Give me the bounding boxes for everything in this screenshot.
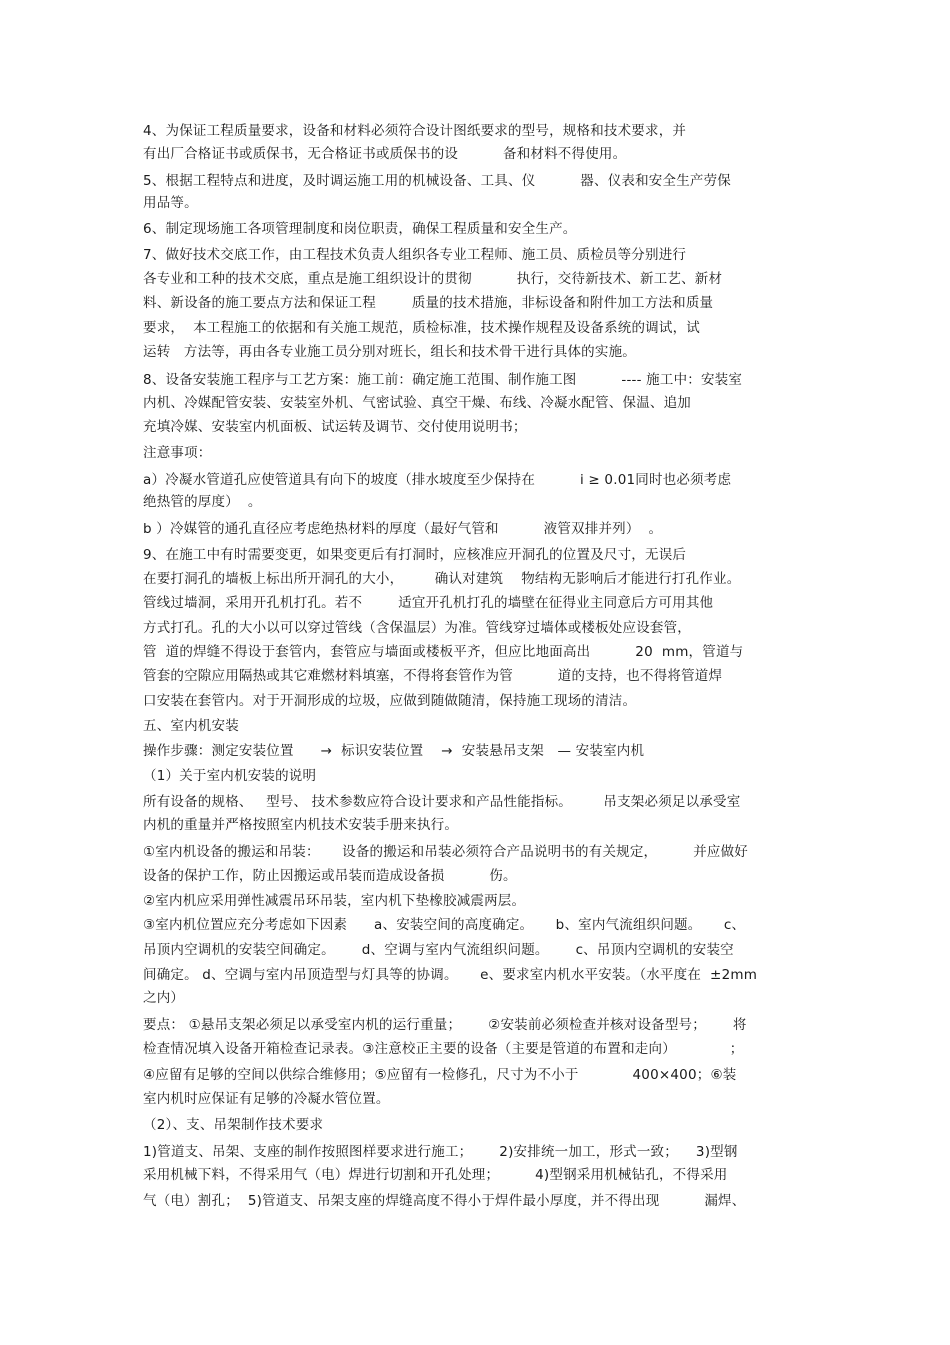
text-line: 9、在施工中有时需要变更，如果变更后有打洞时，应核准应开洞孔的位置及尺寸，无误后 [143, 547, 687, 563]
text-line: 要点： ①悬吊支架必须足以承受室内机的运行重量； ②安装前必须检查并核对设备型号； 将 [143, 1017, 747, 1033]
text-line: 7、做好技术交底工作，由工程技术负责人组织各专业工程师、施工员、质检员等分别进行 [143, 247, 687, 263]
text-line: 管 道的焊缝不得设于套管内，套管应与墙面或楼板平齐，但应比地面高出 20 mm，管道与 [143, 644, 744, 660]
text-line: 8、设备安装施工程序与工艺方案：施工前：确定施工范围、制作施工图 ---- 施工中：安装室 [143, 372, 743, 388]
text-line: 要求， 本工程施工的依据和有关施工规范，质检标准，技术操作规程及设备系统的调试，试 [143, 320, 700, 336]
text-line: 各专业和工种的技术交底，重点是施工组织设计的贯彻 执行，交待新技术、新工艺、新材 [143, 271, 723, 287]
text-line: ③室内机位置应充分考虑如下因素 a、安装空间的高度确定。 b、室内气流组织问题。 c、 [143, 917, 746, 933]
text-line: 管套的空隙应用隔热或其它难燃材料填塞，不得将套管作为管 道的支持，也不得将管道焊 [143, 668, 723, 684]
text-line: 运转 方法等，再由各专业施工员分别对班长，组长和技术骨干进行具体的实施。 [143, 344, 636, 360]
text-line: ①室内机设备的搬运和吊装： 设备的搬运和吊装必须符合产品说明书的有关规定， 并应做好 [143, 844, 748, 860]
text-line: 采用机械下料，不得采用气（电）焊进行切割和开孔处理； 4)型钢采用机械钻孔，不得采用 [143, 1167, 728, 1183]
text-line: b ）冷媒管的通孔直径应考虑绝热材料的厚度（最好气管和 液管双排并列） 。 [143, 521, 663, 537]
text-line: a）冷凝水管道孔应使管道具有向下的坡度（排水坡度至少保持在 i ≥ 0.01同时也必须考虑 [143, 472, 732, 488]
text-line: 在要打洞孔的墙板上标出所开洞孔的大小， 确认对建筑 物结构无影响后才能进行打孔作业。 [143, 571, 741, 587]
text-line: 气（电）割孔； 5)管道支、吊架支座的焊缝高度不得小于焊件最小厚度，并不得出现 漏焊、 [143, 1193, 746, 1209]
text-line: 检查情况填入设备开箱检查记录表。③注意校正主要的设备（主要是管道的布置和走向） ； [143, 1041, 744, 1057]
text-line: 吊顶内空调机的安装空间确定。 d、空调与室内气流组织问题。 c、吊顶内空调机的安装空 [143, 942, 734, 958]
text-line: 充填冷媒、安装室内机面板、试运转及调节、交付使用说明书； [143, 419, 527, 435]
text-line: 口安装在套管内。对于开洞形成的垃圾，应做到随做随清，保持施工现场的清洁。 [143, 693, 637, 709]
text-line: 室内机时应保证有足够的冷凝水管位置。 [143, 1091, 390, 1107]
text-line: 5、根据工程特点和进度，及时调运施工用的机械设备、工具、仪 器、仪表和安全生产劳保 [143, 173, 732, 189]
text-line: 内机、冷媒配管安装、安装室外机、气密试验、真空干燥、布线、冷凝水配管、保温、追加 [143, 395, 691, 411]
text-line: 管线过墙洞，采用开孔机打孔。若不 适宜开孔机打孔的墙壁在征得业主同意后方可用其他 [143, 595, 714, 611]
text-line: 设备的保护工作，防止因搬运或吊装而造成设备损 伤。 [143, 868, 517, 884]
text-line: 6、制定现场施工各项管理制度和岗位职责，确保工程质量和安全生产。 [143, 221, 577, 237]
text-line: 用品等。 [143, 195, 198, 211]
text-line: 1)管道支、吊架、支座的制作按照图样要求进行施工； 2)安排统一加工，形式一致； 3)型钢 [143, 1144, 738, 1160]
text-line: 操作步骤：测定安装位置 → 标识安装位置 → 安装悬吊支架 — 安装室内机 [143, 743, 645, 759]
text-line: ④应留有足够的空间以供综合维修用；⑤应留有一检修孔，尺寸为不小于 400×400；⑥装 [143, 1067, 737, 1083]
text-line: 之内） [143, 990, 185, 1006]
text-line: 有出厂合格证书或质保书，无合格证书或质保书的设 备和材料不得使用。 [143, 146, 627, 162]
text-line: 绝热管的厚度） 。 [143, 494, 262, 510]
text-line: 所有设备的规格、 型号、 技术参数应符合设计要求和产品性能指标。 吊支架必须足以承受室 [143, 794, 741, 810]
text-line: ②室内机应采用弹性减震吊环吊装，室内机下垫橡胶减震两层。 [143, 893, 526, 909]
text-line: 4、为保证工程质量要求，设备和材料必须符合设计图纸要求的型号，规格和技术要求，并 [143, 123, 687, 139]
text-line: 方式打孔。孔的大小以可以穿过管线（含保温层）为准。管线穿过墙体或楼板处应设套管， [143, 620, 691, 636]
text-line: 料、新设备的施工要点方法和保证工程 质量的技术措施，非标设备和附件加工方法和质量 [143, 295, 714, 311]
text-line: 注意事项： [143, 445, 212, 461]
subsection-heading: （1）关于室内机安装的说明 [143, 768, 317, 784]
text-line: 内机的重量并严格按照室内机技术安装手册来执行。 [143, 817, 459, 833]
section-heading: 五、室内机安装 [143, 718, 239, 734]
text-line: 间确定。 d、空调与室内吊顶造型与灯具等的协调。 e、要求室内机水平安装。（水平度在 ±2mm [143, 967, 758, 983]
subsection-heading: （2）、支、吊架制作技术要求 [143, 1117, 324, 1133]
